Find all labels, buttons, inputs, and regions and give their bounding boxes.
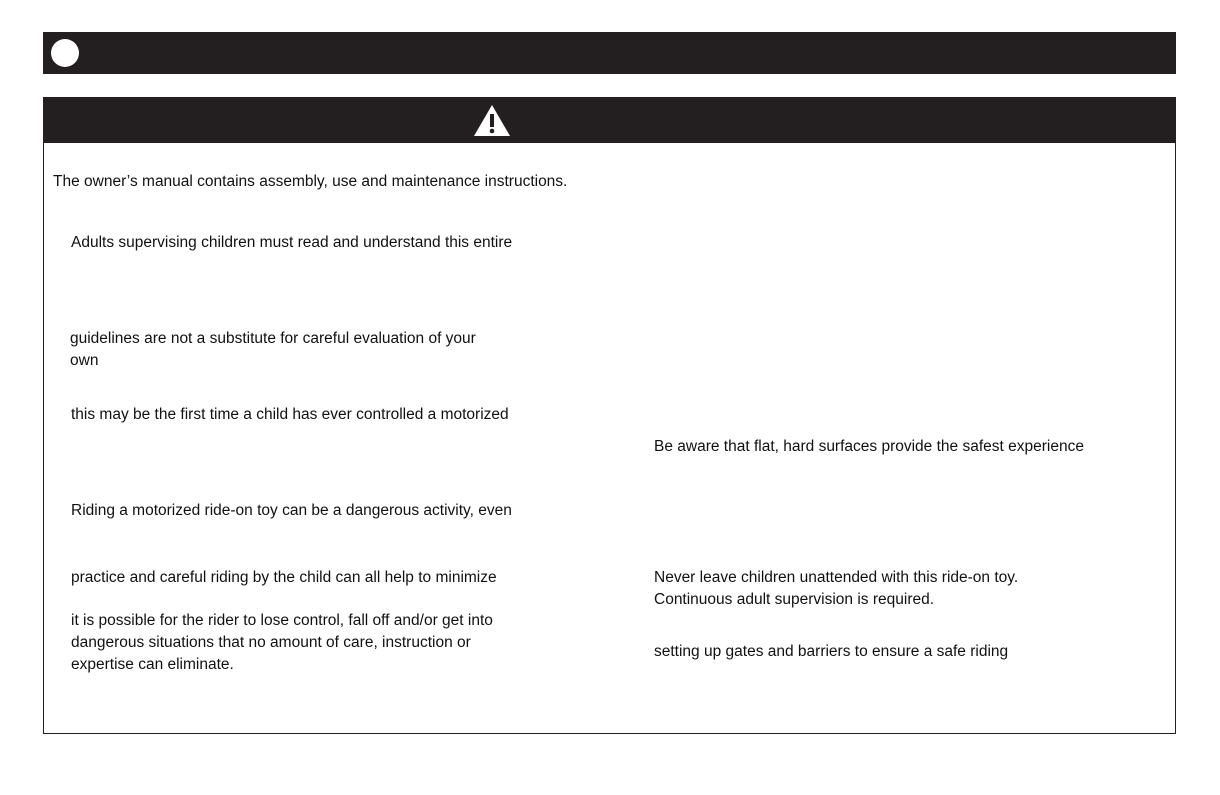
right-line: Continuous adult supervision is required. bbox=[654, 591, 935, 608]
section-title-bar bbox=[43, 32, 1176, 74]
warning-header bbox=[44, 98, 1175, 143]
right-line: setting up gates and barriers to ensure a safe riding bbox=[654, 643, 1009, 660]
left-line: guidelines are not a substitute for careful evaluation of your bbox=[70, 330, 476, 347]
left-line: own bbox=[70, 352, 99, 369]
warning-triangle-icon bbox=[473, 104, 511, 137]
left-line: this may be the first time a child has ever controlled a motorized bbox=[71, 406, 509, 423]
left-line: Riding a motorized ride-on toy can be a dangerous activity, even bbox=[71, 502, 512, 519]
left-line: expertise can eliminate. bbox=[71, 656, 234, 673]
circle-icon bbox=[51, 39, 79, 67]
left-line: it is possible for the rider to lose control, fall off and/or get into bbox=[71, 612, 493, 629]
left-line: Adults supervising children must read and understand this entire bbox=[71, 234, 513, 251]
right-line: Never leave children unattended with this ride-on toy. bbox=[654, 569, 1019, 586]
intro-text: The owner’s manual contains assembly, use and maintenance instructions. bbox=[53, 173, 568, 190]
left-line: practice and careful riding by the child can all help to minimize bbox=[71, 569, 497, 586]
left-line: dangerous situations that no amount of care, instruction or bbox=[71, 634, 471, 651]
right-line: Be aware that flat, hard surfaces provide the safest experience bbox=[654, 438, 1084, 455]
